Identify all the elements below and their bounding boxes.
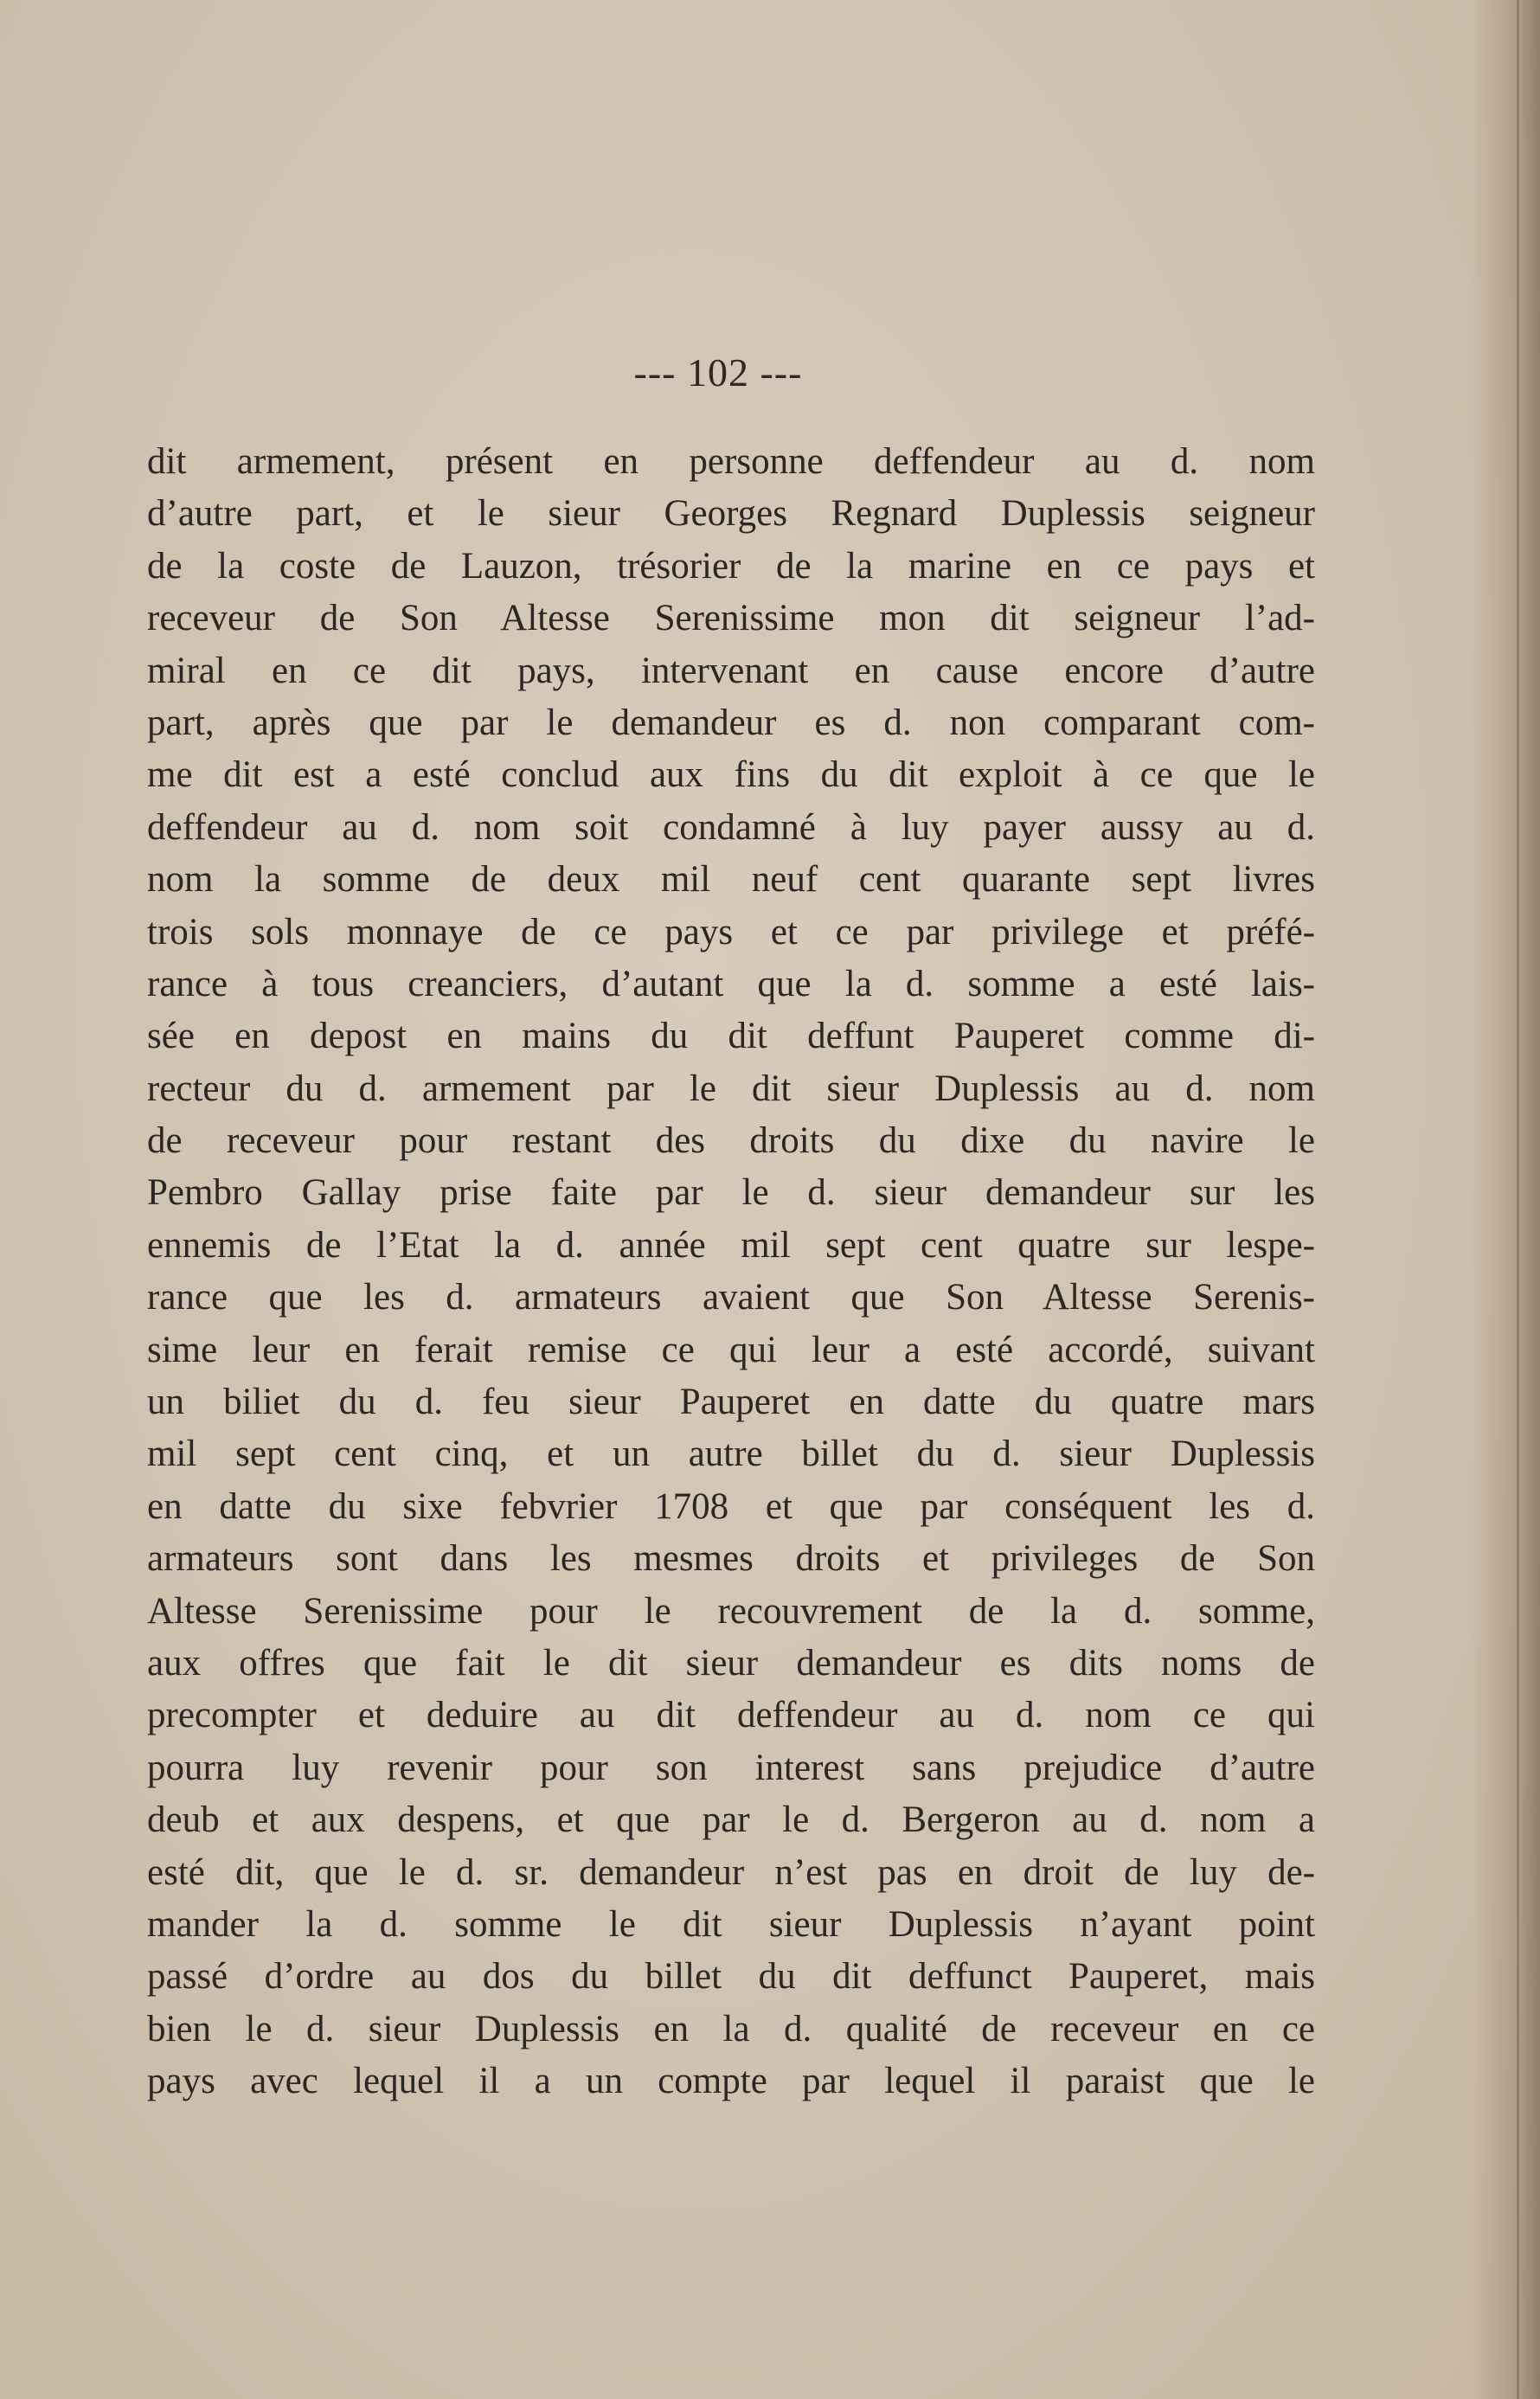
text-line: rance à tous creanciers, d’autant que la d. somme a esté lais- — [147, 963, 1315, 1004]
text-line: esté dit, que le d. sr. demandeur n’est pas en droit de luy de- — [147, 1851, 1315, 1893]
text-line: un biliet du d. feu sieur Pauperet en datte du quatre mars — [147, 1382, 1315, 1423]
text-line: pays avec lequel il a un compte par lequel il paraist que le — [147, 2061, 1315, 2102]
text-line: de receveur pour restant des droits du dixe du navire le — [147, 1120, 1315, 1162]
text-line: recteur du d. armement par le dit sieur Duplessis au d. nom — [147, 1068, 1315, 1109]
text-line: nom la somme de deux mil neuf cent quarante sept livres — [147, 859, 1315, 901]
text-line: armateurs sont dans les mesmes droits et privileges de Son — [147, 1538, 1315, 1580]
text-line: receveur de Son Altesse Serenissime mon dit seigneur l’ad- — [147, 598, 1315, 639]
text-line: passé d’ordre au dos du billet du dit deffunct Pauperet, mais — [147, 1956, 1315, 1998]
text-line: Pembro Gallay prise faite par le d. sieur demandeur sur les — [147, 1172, 1315, 1214]
text-line: deub et aux despens, et que par le d. Bergeron au d. nom a — [147, 1799, 1315, 1841]
page-number: --- 102 --- — [633, 350, 803, 394]
text-line: sée en depost en mains du dit deffunt Pauperet comme di- — [147, 1016, 1315, 1057]
text-line: mander la d. somme le dit sieur Duplessis n’ayant point — [147, 1903, 1315, 1945]
text-line: trois sols monnaye de ce pays et ce par privilege et préfé- — [147, 911, 1315, 953]
text-line: sime leur en ferait remise ce qui leur a esté accordé, suivant — [147, 1329, 1315, 1370]
text-line: bien le d. sieur Duplessis en la d. qualité de receveur en ce — [147, 2008, 1315, 2049]
text-line: mil sept cent cinq, et un autre billet du d. sieur Duplessis — [147, 1434, 1315, 1475]
text-line: de la coste de Lauzon, trésorier de la marine en ce pays et — [147, 545, 1315, 587]
text-line: dit armement, présent en personne deffendeur au d. nom — [147, 441, 1315, 482]
text-line: precompter et deduire au dit deffendeur au d. nom ce qui — [147, 1695, 1315, 1736]
text-line: me dit est a esté conclud aux fins du dit exploit à ce que le — [147, 754, 1315, 796]
text-line: part, après que par le demandeur es d. non comparant com- — [147, 702, 1315, 743]
text-line: d’autre part, et le sieur Georges Regnard Duplessis seigneur — [147, 493, 1315, 535]
page-edge-line — [1517, 0, 1519, 2399]
page-edge-shadow — [1471, 0, 1540, 2399]
text-line: rance que les d. armateurs avaient que Son Altesse Serenis- — [147, 1277, 1315, 1318]
text-line: pourra luy revenir pour son interest sans prejudice d’autre — [147, 1747, 1315, 1788]
text-line: aux offres que fait le dit sieur demandeur es dits noms de — [147, 1642, 1315, 1684]
text-line: ennemis de l’Etat la d. année mil sept cent quatre sur lespe- — [147, 1224, 1315, 1266]
text-line: Altesse Serenissime pour le recouvrement de la d. somme, — [147, 1590, 1315, 1632]
body-text — [147, 436, 1315, 2108]
text-line: miral en ce dit pays, intervenant en cause encore d’autre — [147, 650, 1315, 691]
text-line: en datte du sixe febvrier 1708 et que par conséquent les d. — [147, 1485, 1315, 1527]
text-line: deffendeur au d. nom soit condamné à luy payer aussy au d. — [147, 806, 1315, 848]
